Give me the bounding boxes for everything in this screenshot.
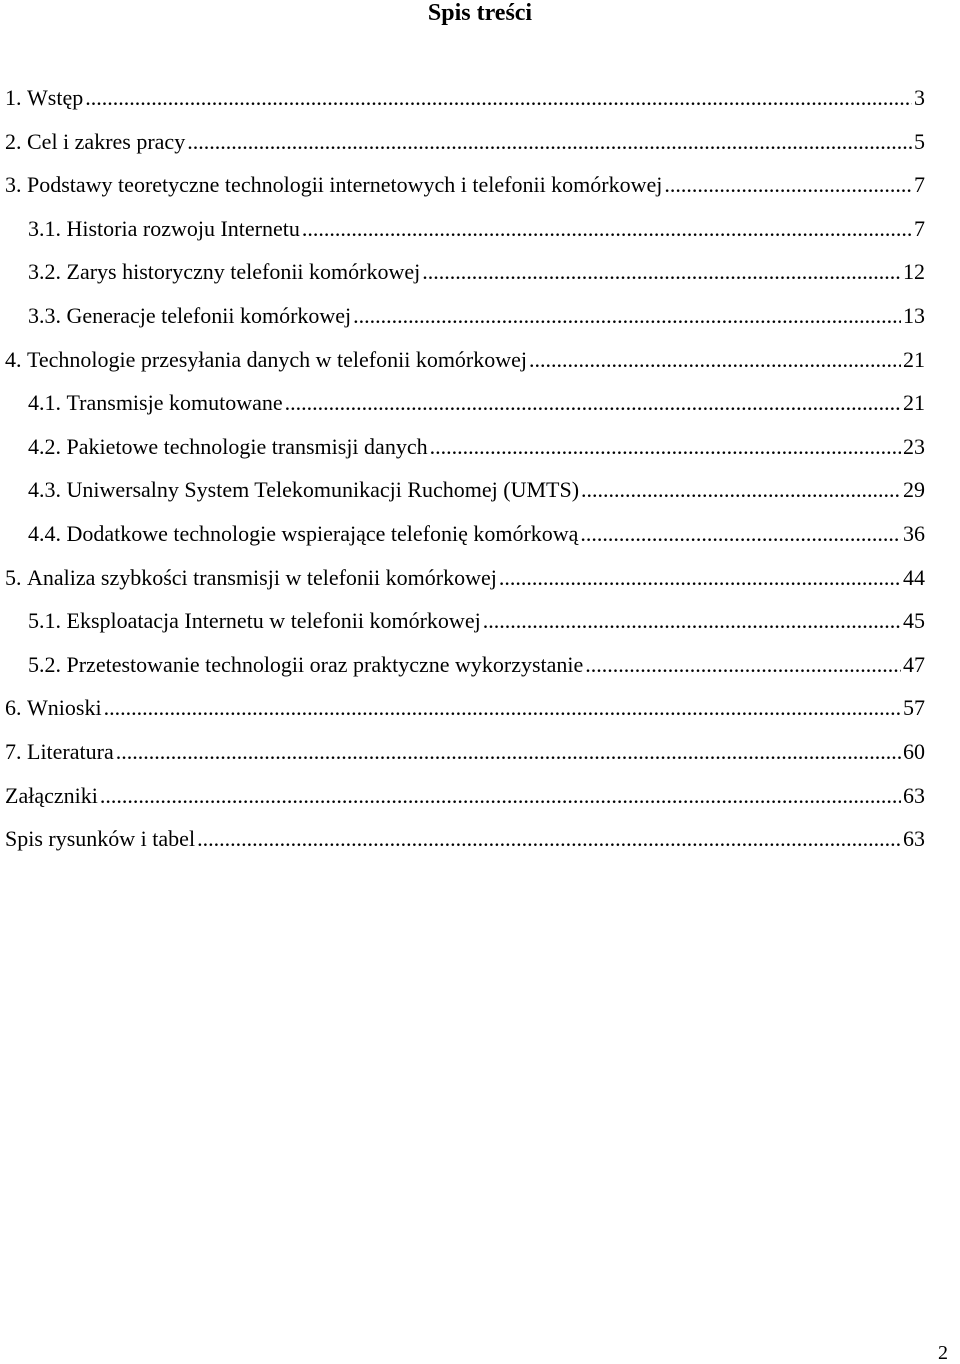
toc-entry-number: 4.: [5, 346, 22, 372]
toc-entry-number: 5.: [5, 564, 22, 590]
toc-entry-label: Transmisje komutowane: [66, 390, 283, 416]
toc-leader-dots: [116, 730, 901, 774]
toc-entry-number: 5.1.: [28, 608, 61, 634]
toc-entry-page: 5: [914, 128, 925, 154]
toc-entry-label: Eksploatacja Internetu w telefonii komórkowej: [66, 608, 481, 634]
toc-leader-dots: [187, 120, 912, 164]
toc-entry-number: 3.1.: [28, 215, 61, 241]
toc-entry-number: 4.4.: [28, 520, 61, 546]
toc-entry-number: 7.: [5, 738, 22, 764]
toc-entry-page: 29: [903, 477, 925, 503]
toc-entry-label: Uniwersalny System Telekomunikacji Ruchomej (UMTS): [66, 477, 580, 503]
toc-entry-label: Podstawy teoretyczne technologii internetowych i telefonii komórkowej: [27, 172, 663, 198]
toc-entry-page: 60: [903, 738, 925, 764]
toc-entry-page: 3: [914, 85, 925, 110]
toc-leader-dots: [353, 294, 901, 338]
toc-entry-label: Technologie przesyłania danych w telefonii komórkowej: [27, 346, 528, 372]
toc-entry-label: Dodatkowe technologie wspierające telefonię komórkową: [66, 520, 579, 546]
page-title: Spis treści: [427, 0, 533, 26]
toc-entry-number: 4.3.: [28, 477, 61, 503]
toc-entry-page: 21: [903, 390, 925, 416]
toc-leader-dots: [104, 686, 901, 730]
toc-entry-label: Cel i zakres pracy: [27, 128, 186, 154]
toc-entry-3-1[interactable]: [5, 207, 925, 251]
toc-entry-figures-tables[interactable]: [5, 817, 925, 861]
toc-entry-3-2[interactable]: [5, 250, 925, 294]
toc-entry-label: Historia rozwoju Internetu: [66, 215, 300, 241]
toc-entry-page: 7: [914, 215, 925, 241]
toc-entry-4-2[interactable]: [5, 425, 925, 469]
toc-entry-5[interactable]: [5, 556, 925, 600]
toc-entry-page: 13: [903, 302, 925, 328]
toc-entry-4-3[interactable]: [5, 468, 925, 512]
toc-entry-label: Analiza szybkości transmisji w telefonii komórkowej: [27, 564, 497, 590]
toc-entry-number: 6.: [5, 695, 22, 721]
toc-entry-label: Wnioski: [27, 695, 102, 721]
toc-entry-7[interactable]: [5, 730, 925, 774]
toc-leader-dots: [580, 512, 901, 556]
toc-entry-page: 63: [903, 782, 925, 808]
toc-leader-dots: [483, 599, 901, 643]
toc-leader-dots: [85, 76, 912, 120]
toc-leader-dots: [285, 381, 901, 425]
toc-entry-page: 47: [903, 651, 925, 677]
toc-entry-page: 44: [903, 564, 925, 590]
toc-leader-dots: [302, 207, 912, 251]
toc-entry-4-1[interactable]: [5, 381, 925, 425]
toc-leader-dots: [197, 817, 901, 861]
toc-entry-2[interactable]: [5, 120, 925, 164]
toc-entry-label: Przetestowanie technologii oraz praktyczne wykorzystanie: [66, 651, 584, 677]
toc-entry-label: Zarys historyczny telefonii komórkowej: [66, 259, 421, 285]
toc-leader-dots: [430, 425, 901, 469]
toc-entry-label: Spis rysunków i tabel: [5, 826, 196, 852]
toc-entry-page: 12: [903, 259, 925, 285]
toc-entry-6[interactable]: [5, 686, 925, 730]
toc-entry-attachments[interactable]: [5, 774, 925, 818]
toc-leader-dots: [664, 163, 912, 207]
toc-entry-number: 2.: [5, 128, 22, 154]
page-number: 2: [938, 1342, 948, 1364]
toc-entry-label: Literatura: [27, 738, 114, 764]
toc-entry-page: 7: [914, 172, 925, 198]
toc-entry-label: Generacje telefonii komórkowej: [66, 302, 352, 328]
toc-entry-page: 36: [903, 520, 925, 546]
toc-entry-page: 63: [903, 826, 925, 852]
toc-entry-number: 1.: [5, 85, 22, 110]
toc-entry-page: 23: [903, 433, 925, 459]
toc-entry-number: 5.2.: [28, 651, 61, 677]
toc-entry-number: 3.2.: [28, 259, 61, 285]
toc-entry-number: 4.2.: [28, 433, 61, 459]
toc-entry-label: Pakietowe technologie transmisji danych: [66, 433, 428, 459]
toc-entry-3[interactable]: [5, 163, 925, 207]
toc-leader-dots: [100, 774, 901, 818]
toc-entry-3-3[interactable]: [5, 294, 925, 338]
toc-leader-dots: [422, 250, 901, 294]
toc-entry-page: 57: [903, 695, 925, 721]
toc-leader-dots: [581, 468, 901, 512]
toc-entry-number: 3.: [5, 172, 22, 198]
toc-entry-page: 21: [903, 346, 925, 372]
toc-entry-number: 3.3.: [28, 302, 61, 328]
toc-entry-label: Załączniki: [5, 782, 98, 808]
toc-leader-dots: [499, 556, 901, 600]
toc-entry-5-1[interactable]: [5, 599, 925, 643]
toc-entry-1[interactable]: [5, 76, 925, 120]
toc-entry-4-4[interactable]: [5, 512, 925, 556]
toc-entry-page: 45: [903, 608, 925, 634]
toc-entry-5-2[interactable]: [5, 643, 925, 687]
toc-leader-dots: [585, 643, 901, 687]
toc-leader-dots: [529, 338, 901, 382]
toc-entry-4[interactable]: [5, 338, 925, 382]
table-of-contents: [5, 76, 925, 861]
toc-entry-label: Wstęp: [27, 85, 84, 110]
toc-entry-number: 4.1.: [28, 390, 61, 416]
